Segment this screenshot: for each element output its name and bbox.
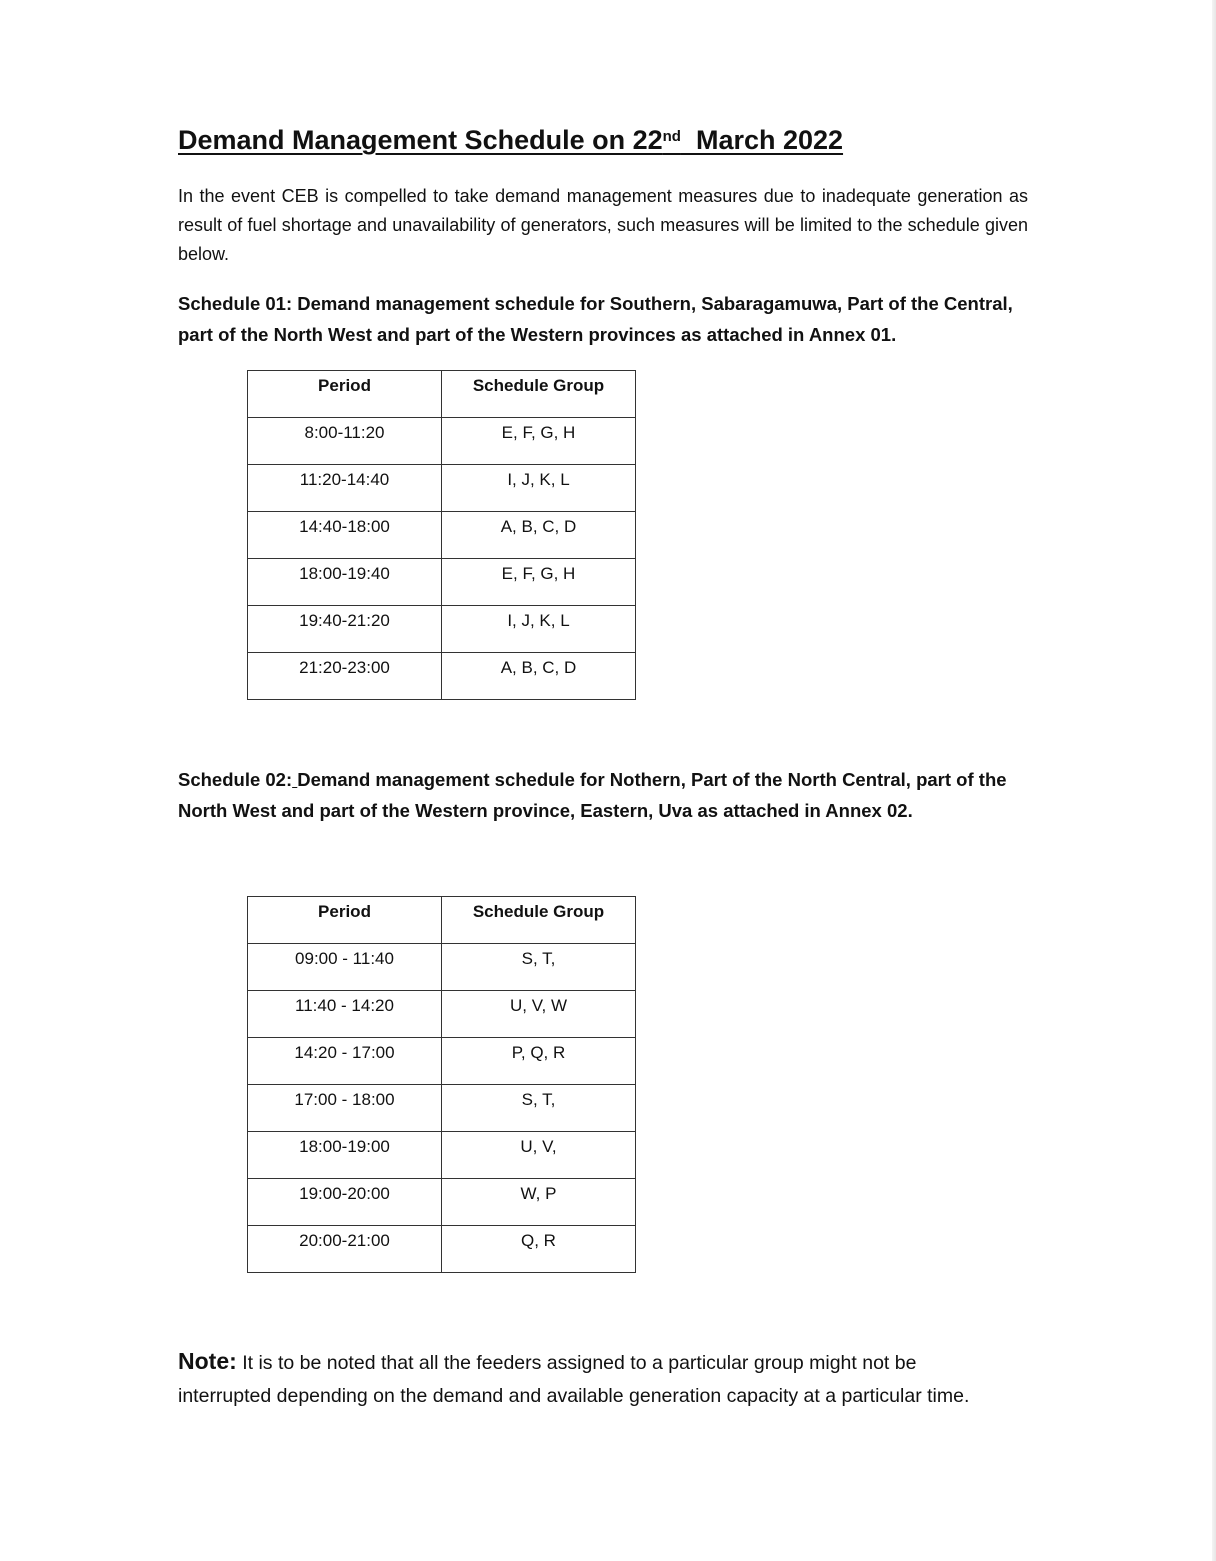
table-row — [248, 1179, 636, 1226]
period-cell: 18:00-19:40 — [248, 559, 442, 606]
group-cell: I, J, K, L — [442, 465, 636, 512]
page-title — [178, 122, 843, 158]
schedule-02-heading-prefix: Schedule 02: — [178, 769, 293, 790]
period-cell: 19:00-20:00 — [248, 1179, 442, 1226]
group-cell: E, F, G, H — [442, 559, 636, 606]
table-row — [248, 465, 636, 512]
period-cell: 17:00 - 18:00 — [248, 1085, 442, 1132]
column-header-schedule-group: Schedule Group — [442, 897, 636, 944]
period-cell: 8:00-11:20 — [248, 418, 442, 465]
group-cell: U, V, — [442, 1132, 636, 1179]
period-cell: 20:00-21:00 — [248, 1226, 442, 1273]
period-cell: 14:40-18:00 — [248, 512, 442, 559]
schedule-01-heading: Schedule 01: Demand management schedule for Southern, Sabaragamuwa, Part of the Central, part of the North West and part of the Western provinces as attached in Annex 01. — [178, 293, 1013, 345]
note-text: It is to be noted that all the feeders assigned to a particular group might not be interrupted depending on the demand and available generation capacity at a particular time. — [178, 1352, 970, 1407]
schedule-02-table — [247, 896, 636, 1273]
table-header-row — [248, 897, 636, 944]
group-cell: S, T, — [442, 944, 636, 991]
title-ordinal-suffix: nd — [662, 128, 681, 145]
group-cell: I, J, K, L — [442, 606, 636, 653]
table-row — [248, 1132, 636, 1179]
column-header-schedule-group: Schedule Group — [442, 371, 636, 418]
group-cell: A, B, C, D — [442, 653, 636, 700]
group-cell: P, Q, R — [442, 1038, 636, 1085]
table-row — [248, 559, 636, 606]
period-cell: 21:20-23:00 — [248, 653, 442, 700]
table-row — [248, 653, 636, 700]
schedule-02-heading — [178, 764, 1028, 826]
group-cell: E, F, G, H — [442, 418, 636, 465]
schedule-02-heading-text: Demand management schedule for Nothern, Part of the North Central, part of the North West and part of the Western province, Eastern, Uva as attached in Annex 02. — [178, 769, 1007, 821]
schedule-01-table — [247, 370, 636, 700]
group-cell: U, V, W — [442, 991, 636, 1038]
table-row — [248, 1038, 636, 1085]
table-row — [248, 991, 636, 1038]
table-row — [248, 606, 636, 653]
table-row — [248, 418, 636, 465]
group-cell: Q, R — [442, 1226, 636, 1273]
table-row — [248, 1085, 636, 1132]
period-cell: 19:40-21:20 — [248, 606, 442, 653]
group-cell: W, P — [442, 1179, 636, 1226]
group-cell: A, B, C, D — [442, 512, 636, 559]
table-row — [248, 1226, 636, 1273]
period-cell: 09:00 - 11:40 — [248, 944, 442, 991]
table-row — [248, 944, 636, 991]
column-header-period: Period — [248, 371, 442, 418]
column-header-period: Period — [248, 897, 442, 944]
table-row — [248, 512, 636, 559]
note-paragraph — [178, 1345, 1008, 1413]
period-cell: 14:20 - 17:00 — [248, 1038, 442, 1085]
title-month-year: March 2022 — [680, 125, 844, 155]
period-cell: 11:40 - 14:20 — [248, 991, 442, 1038]
page-edge — [1212, 0, 1216, 1561]
group-cell: S, T, — [442, 1085, 636, 1132]
note-label: Note: — [178, 1348, 237, 1374]
period-cell: 18:00-19:00 — [248, 1132, 442, 1179]
period-cell: 11:20-14:40 — [248, 465, 442, 512]
title-main-text: Demand Management Schedule on 22 — [178, 125, 663, 155]
table-header-row — [248, 371, 636, 418]
intro-paragraph: In the event CEB is compelled to take demand management measures due to inadequate generation as result of fuel shortage and unavailability of generators, such measures will be limited to the schedule given below. — [178, 186, 1028, 264]
